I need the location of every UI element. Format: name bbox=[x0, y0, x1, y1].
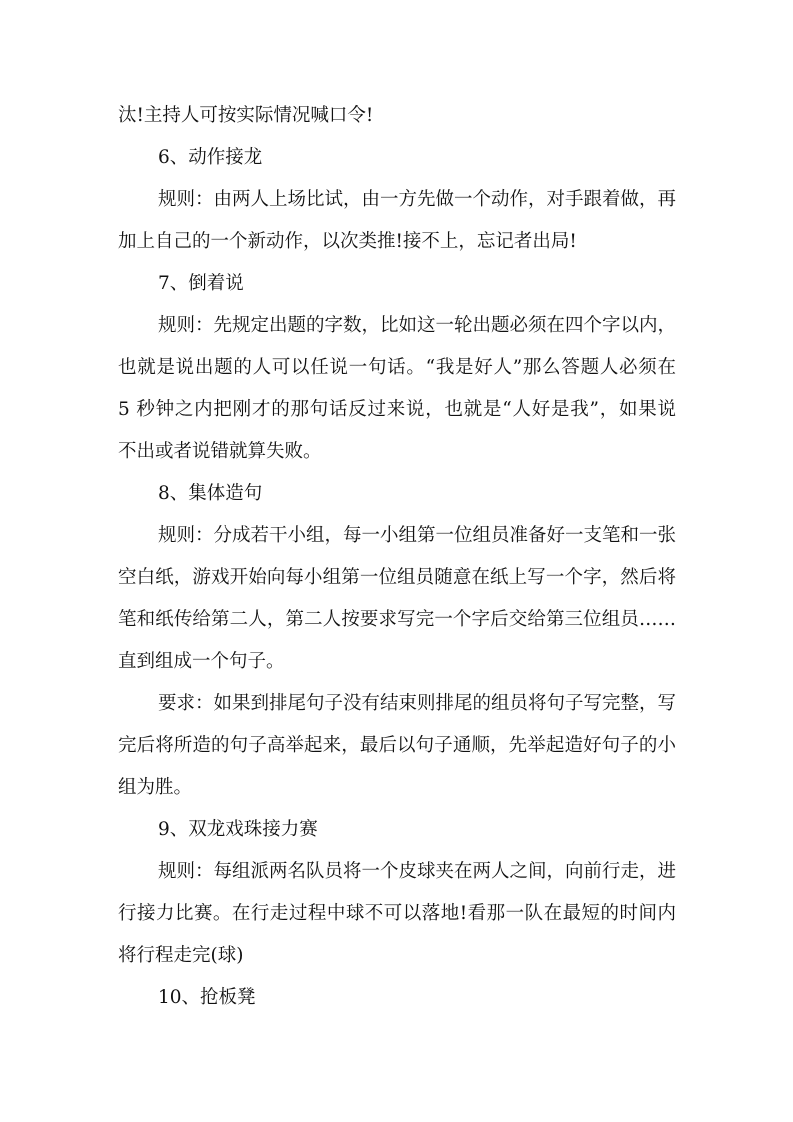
text-line: 行接力比赛。在行走过程中球不可以落地!看那一队在最短的时间内 bbox=[118, 903, 676, 924]
text-line: 组为胜。 bbox=[118, 777, 193, 798]
section-heading: 8、集体造句 bbox=[158, 483, 263, 504]
text-line: 5 秒钟之内把刚才的那句话反过来说，也就是“人好是我”，如果说 bbox=[118, 399, 676, 420]
text-line: 也就是说出题的人可以任说一句话。“我是好人”那么答题人必须在 bbox=[118, 357, 676, 378]
section-heading: 7、倒着说 bbox=[158, 273, 244, 294]
text-line: 规则：分成若干小组，每一小组第一位组员准备好一支笔和一张 bbox=[158, 525, 677, 546]
section-heading: 6、动作接龙 bbox=[158, 147, 263, 168]
text-line: 汰!主持人可按实际情况喊口令! bbox=[118, 105, 374, 126]
text-line: 将行程走完(球) bbox=[118, 945, 244, 966]
text-line: 规则：由两人上场比试，由一方先做一个动作，对手跟着做，再 bbox=[158, 189, 677, 210]
text-line: 规则：先规定出题的字数，比如这一轮出题必须在四个字以内， bbox=[158, 315, 677, 336]
section-heading: 10、抢板凳 bbox=[158, 987, 256, 1008]
text-line: 直到组成一个句子。 bbox=[118, 651, 285, 672]
text-line: 加上自己的一个新动作，以次类推!接不上，忘记者出局! bbox=[118, 231, 577, 252]
text-line: 规则：每组派两名队员将一个皮球夹在两人之间，向前行走，进 bbox=[158, 861, 677, 882]
text-line: 笔和纸传给第二人，第二人按要求写完一个字后交给第三位组员…… bbox=[118, 609, 676, 630]
text-line: 空白纸，游戏开始向每小组第一位组员随意在纸上写一个字，然后将 bbox=[118, 567, 676, 588]
text-line: 要求：如果到排尾句子没有结束则排尾的组员将句子写完整，写 bbox=[158, 693, 677, 714]
text-line: 不出或者说错就算失败。 bbox=[118, 441, 322, 462]
section-heading: 9、双龙戏珠接力赛 bbox=[158, 819, 318, 840]
text-line: 完后将所造的句子高举起来，最后以句子通顺，先举起造好句子的小 bbox=[118, 735, 676, 756]
